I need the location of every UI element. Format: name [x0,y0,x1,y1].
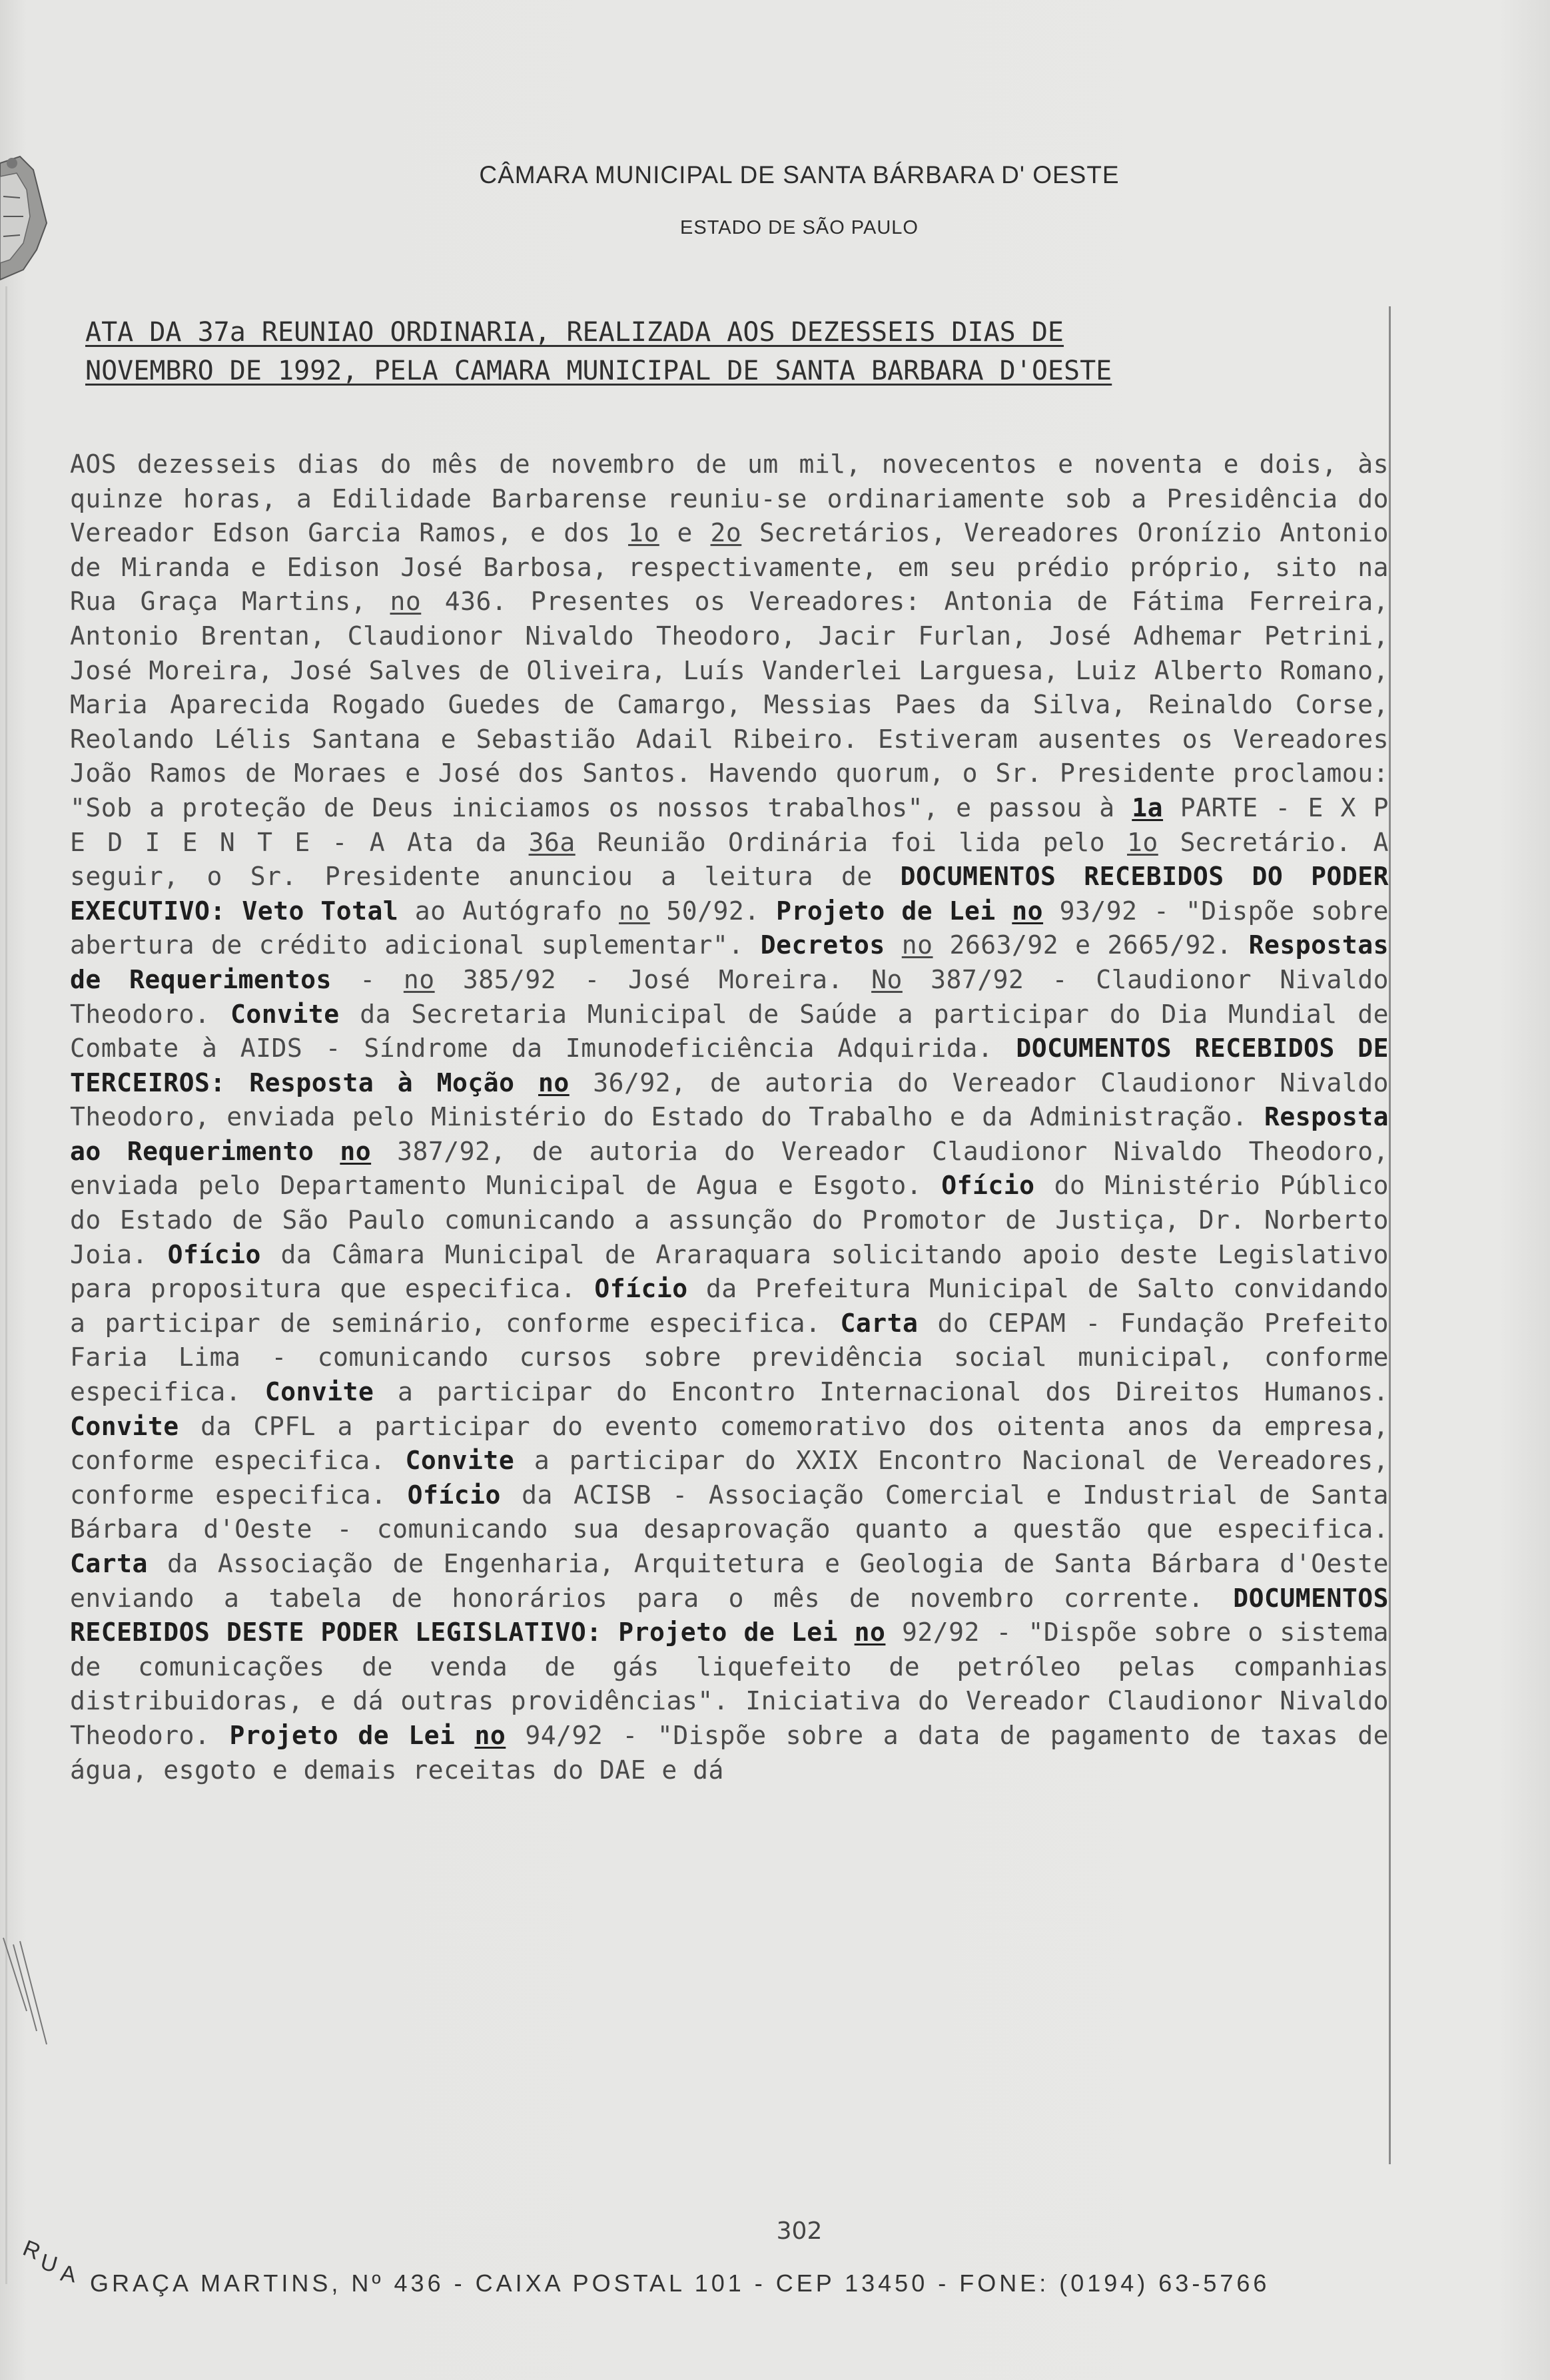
text-run: a participar do XXIX Encontro Nacional de Vereadores, conforme especifica. [70,1446,1389,1510]
text-run: da Câmara Municipal de Araraquara solicitando apoio deste Legislativo para propositura que especifica. [70,1239,1389,1304]
coat-of-arms-icon [0,150,52,286]
item-label: Carta [840,1308,919,1338]
text-run: e [659,518,711,548]
item-label: Ofício [407,1480,501,1510]
text-run: do Ministério Público do Estado de São Paulo comunicando a assunção do Promotor de Justiça, Dr. Norberto Joia. [70,1171,1389,1269]
item-label: Convite [405,1446,515,1476]
number-abbrev: no [619,896,650,926]
text-run [226,896,242,926]
text-run: 385/92 - José Moreira. [434,964,872,994]
text-run: da Secretaria Municipal de Saúde a participar do Dia Mundial de Combate à AIDS - Síndrome da Imunodeficiência Adquirida. [70,999,1389,1063]
text-run: Secretário. A seguir, o Sr. Presidente anunciou a leitura de [70,827,1389,892]
text-run: 50/92. [649,896,777,926]
text-run: 436. Presentes os Vereadores: Antonia de Fátima Ferreira, Antonio Brentan, Claudionor Nivaldo Theodoro, Jacir Furlan, José Adhemar Petrini, José Moreira, José Salves de Oliveira, Luís Vanderlei Larguesa, Luiz Alberto Romano, Maria Aparecida Rogado Guedes de Camargo, Messias Paes da Silva, Reinaldo Corse, Reolando Lélis Santana e Sebastião Adail Ribeiro. Estiveram ausentes os Vereadores João Ramos de Moraes e José dos Santos. Havendo quorum, o Sr. Presidente proclamou: "Sob a proteção de Deus iniciamos os nossos trabalhos", e passou à [70,587,1389,822]
text-run [996,896,1012,926]
text-run: a participar do Encontro Internacional dos Direitos Humanos. [374,1377,1389,1407]
text-run [885,930,902,960]
number-abbrev: no [1012,896,1044,926]
number-abbrev: no [474,1720,506,1750]
ordinal: 1a [1132,792,1164,822]
item-label: Convite [70,1411,179,1441]
text-run: ao Autógrafo [398,896,619,926]
heading-line-1: ATA DA 37a REUNIAO ORDINARIA, REALIZADA AOS DEZESSEIS DIAS DE [85,317,1064,348]
minutes-body [70,447,1389,1787]
section-label: DOCUMENTOS RECEBIDOS DE TERCEIROS: [70,1034,1389,1097]
text-run [314,1137,340,1166]
right-margin-line [1389,306,1391,2164]
margin-pencil-marks [0,1931,53,2064]
item-label: Projeto de Lei [618,1618,839,1647]
item-label: Projeto de Lei [776,896,996,926]
number-abbrev: no [854,1618,886,1647]
text-run: 36/92, de autoria do Vereador Claudionor Nivaldo Theodoro, enviada pelo Ministério do Estado do Trabalho e da Administração. [70,1067,1389,1132]
text-run [838,1618,855,1647]
text-run: AOS dezesseis dias do mês de novembro de um mil, novecentos e noventa e dois, às quinze horas, a Edilidade Barbarense reuniu-se ordinariamente sob a Presidência do Vereador Edson Garcia Ramos, e dos [70,449,1389,548]
item-label: Ofício [167,1239,261,1269]
text-run: Secretários, Vereadores Oronízio Antonio de Miranda e Edison José Barbosa, respectivamente, em seu prédio próprio, sito na Rua Graça Martins, [70,518,1389,617]
text-run [602,1618,619,1647]
number-abbrev: no [538,1067,570,1097]
item-label: Veto Total [242,896,399,926]
text-run: 387/92, de autoria do Vereador Claudionor Nivaldo Theodoro, enviada pelo Departamento Municipal de Agua e Esgoto. [70,1136,1389,1201]
number-abbrev: no [403,964,435,994]
heading-line-2: NOVEMBRO DE 1992, PELA CAMARA MUNICIPAL DE SANTA BARBARA D'OESTE [85,356,1112,386]
item-label: Ofício [941,1171,1035,1201]
text-run: 2663/92 e 2665/92. [933,930,1249,960]
text-run [455,1721,474,1750]
footer-address: GRAÇA MARTINS, Nº 436 - CAIXA POSTAL 101 - CEP 13450 - FONE: (0194) 63-5766 [90,2269,1270,2297]
number-abbrev: no [340,1136,372,1166]
page-number: 302 [776,2218,823,2245]
item-label: Decretos [760,930,885,960]
item-label: Resposta ao Requerimento [70,1102,1389,1166]
text-run: do CEPAM - Fundação Prefeito Faria Lima - comunicando cursos sobre previdência social municipal, conforme especifica. [70,1308,1389,1407]
footer-curved-letter: A [59,2260,78,2288]
number-abbrev: No [871,964,903,994]
item-label: Projeto de Lei [229,1720,456,1750]
footer-curved-letter: U [37,2249,61,2278]
item-label: Ofício [594,1274,688,1304]
section-label: DOCUMENTOS RECEBIDOS DESTE PODER LEGISLATIVO: [70,1583,1389,1647]
letterhead-title: CÂMARA MUNICIPAL DE SANTA BÁRBARA D' OESTE [479,161,1120,188]
ordinal: 36a [528,827,576,857]
letterhead-subtitle: ESTADO DE SÃO PAULO [680,217,919,238]
number-abbrev: no [390,587,422,617]
text-run: da CPFL a participar do evento comemorativo dos oitenta anos da empresa, conforme especifica. [70,1411,1389,1476]
text-run [515,1068,538,1097]
section-label: DOCUMENTOS RECEBIDOS DO PODER EXECUTIVO: [70,862,1389,926]
text-run: da Prefeitura Municipal de Salto convidando a participar de seminário, conforme especifica. [70,1274,1389,1338]
item-label: Convite [230,999,340,1029]
text-run: 93/92 - "Dispõe sobre abertura de crédito adicional suplementar". [70,896,1389,960]
text-run: PARTE - E X P E D I E N T E - A Ata da [70,792,1389,857]
text-run [226,1068,249,1097]
item-label: Convite [264,1377,374,1407]
item-label: Respostas de Requerimentos [70,930,1389,994]
item-label: Resposta à Moção [249,1067,515,1097]
text-run: da ACISB - Associação Comercial e Industrial de Santa Bárbara d'Oeste - comunicando sua desaprovação quanto a questão que especifica. [70,1480,1389,1544]
text-run: da Associação de Engenharia, Arquitetura e Geologia de Santa Bárbara d'Oeste enviando a tabela de honorários para o mês de novembro corrente. [70,1549,1389,1613]
minutes-heading [85,313,1377,390]
letterhead-footer [19,2235,1550,2317]
text-run: - [331,964,404,994]
text-run: Reunião Ordinária foi lida pelo [575,827,1127,857]
text-run: 94/92 - "Dispõe sobre a data de pagamento de taxas de água, esgoto e demais receitas do DAE e dá [70,1720,1389,1785]
text-run: 387/92 - Claudionor Nivaldo Theodoro. [70,964,1389,1029]
ordinal: 1o [1127,827,1158,857]
ordinal: 1o [628,518,659,548]
footer-curved-letter: R [19,2235,44,2265]
number-abbrev: no [901,930,933,960]
item-label: Carta [70,1549,148,1578]
text-run: 92/92 - "Dispõe sobre o sistema de comunicações de venda de gás liquefeito de petróleo pelas companhias distribuidoras, e dá outras providências". Iniciativa do Vereador Claudionor Nivaldo Theodoro. [70,1618,1389,1750]
ordinal: 2o [710,518,742,548]
